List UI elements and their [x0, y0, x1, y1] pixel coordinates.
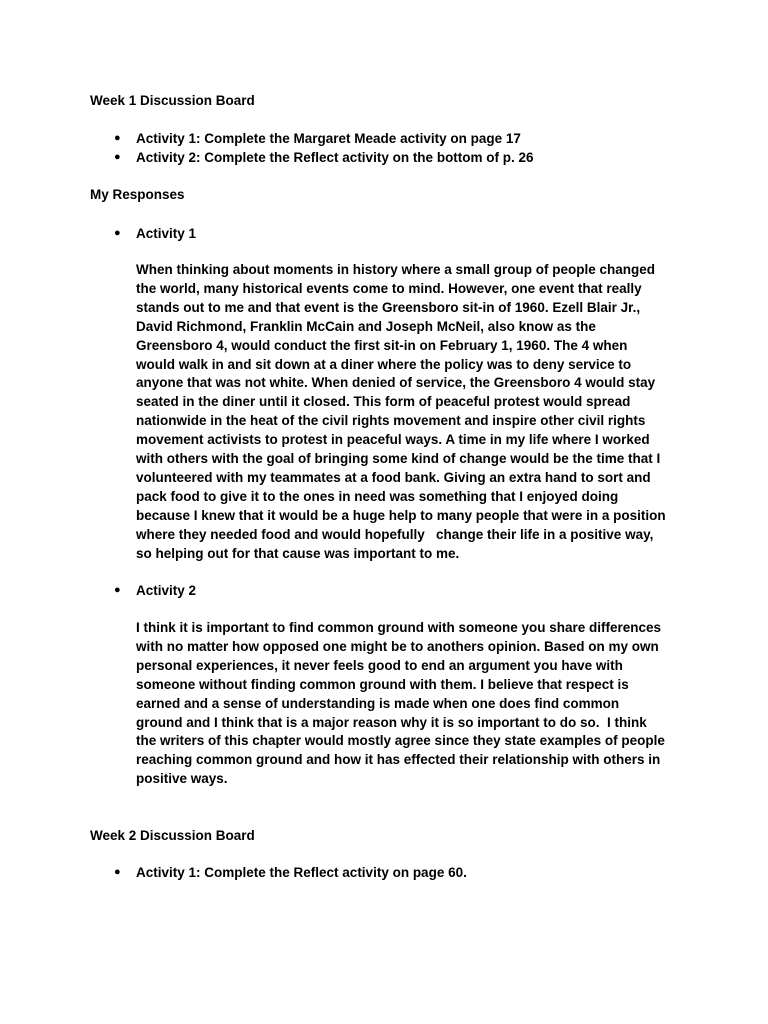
paragraph-line: where they needed food and would hopefully change their life in a positive way, [136, 526, 654, 542]
week1-activity-1-text: Activity 1: Complete the Margaret Meade activity on page 17 [136, 131, 521, 146]
response-activity-2-label [114, 581, 196, 600]
paragraph-line: David Richmond, Franklin McCain and Joseph McNeil, also know as the [136, 318, 596, 334]
week2-activity-1 [114, 863, 467, 882]
bullet-icon: ● [114, 151, 121, 163]
activity-2-label: Activity 2 [136, 583, 197, 598]
paragraph-line: ground and I think that is a major reason why it is so important to do so. I think [136, 714, 647, 730]
week2-activity-1-text: Activity 1: Complete the Reflect activity on page 60. [136, 865, 467, 880]
paragraph-line: reaching common ground and how it has effected their relationship with others in [136, 752, 661, 768]
bullet-icon: ● [114, 132, 121, 144]
paragraph-line: someone without finding common ground with them. I believe that respect is [136, 676, 629, 692]
bullet-icon: ● [114, 584, 121, 596]
paragraph-line: Greensboro 4, would conduct the first sit-in on February 1, 1960. The 4 when [136, 337, 628, 353]
paragraph-line: I think it is important to find common ground with someone you share differences [136, 620, 662, 635]
week2-title: Week 2 Discussion Board [90, 828, 255, 843]
response-activity-1-label [114, 224, 196, 243]
paragraph-line: the world, many historical events come to mind. However, one event that really [136, 280, 642, 296]
paragraph-line: with others with the goal of bringing some kind of change would be the time that I [136, 451, 661, 467]
paragraph-line: seated in the diner until it closed. This form of peaceful protest would spread [136, 394, 631, 410]
bullet-icon: ● [114, 866, 121, 878]
paragraph-line: with no matter how opposed one might be to anothers opinion. Based on my own [136, 638, 659, 654]
week1-activity-2 [114, 148, 534, 167]
paragraph-line: stands out to me and that event is the Greensboro sit-in of 1960. Ezell Blair Jr., [136, 299, 641, 315]
activity-2-response [136, 619, 696, 789]
week1-activity-2-text: Activity 2: Complete the Reflect activity on the bottom of p. 26 [136, 150, 534, 165]
paragraph-line: anyone that was not white. When denied of service, the Greensboro 4 would stay [136, 375, 656, 391]
week1-title: Week 1 Discussion Board [90, 93, 255, 108]
bullet-icon: ● [114, 227, 121, 239]
paragraph-line: earned and a sense of understanding is made when one does find common [136, 695, 620, 711]
paragraph-line: volunteered with my teammates at a food bank. Giving an extra hand to sort and [136, 469, 651, 485]
activity-1-label: Activity 1 [136, 226, 197, 241]
paragraph-line: When thinking about moments in history where a small group of people changed [136, 262, 656, 277]
paragraph-line: movement activists to protest in peaceful ways. A time in my life where I worked [136, 432, 650, 448]
activity-1-response [136, 261, 696, 564]
paragraph-line: personal experiences, it never feels good to end an argument you have with [136, 657, 623, 673]
week1-activity-1 [114, 129, 521, 148]
paragraph-line: so helping out for that cause was important to me. [136, 545, 460, 561]
paragraph-line: because I knew that it would be a huge help to many people that were in a position [136, 507, 666, 523]
paragraph-line: the writers of this chapter would mostly agree since they state examples of people [136, 733, 665, 749]
paragraph-line: nationwide in the heat of the civil rights movement and inspire other civil rights [136, 413, 646, 429]
paragraph-line: pack food to give it to the ones in need was something that I enjoyed doing [136, 488, 619, 504]
paragraph-line: would walk in and sit down at a diner where the policy was to deny service to [136, 356, 632, 372]
responses-title: My Responses [90, 187, 185, 202]
paragraph-line: positive ways. [136, 771, 228, 787]
